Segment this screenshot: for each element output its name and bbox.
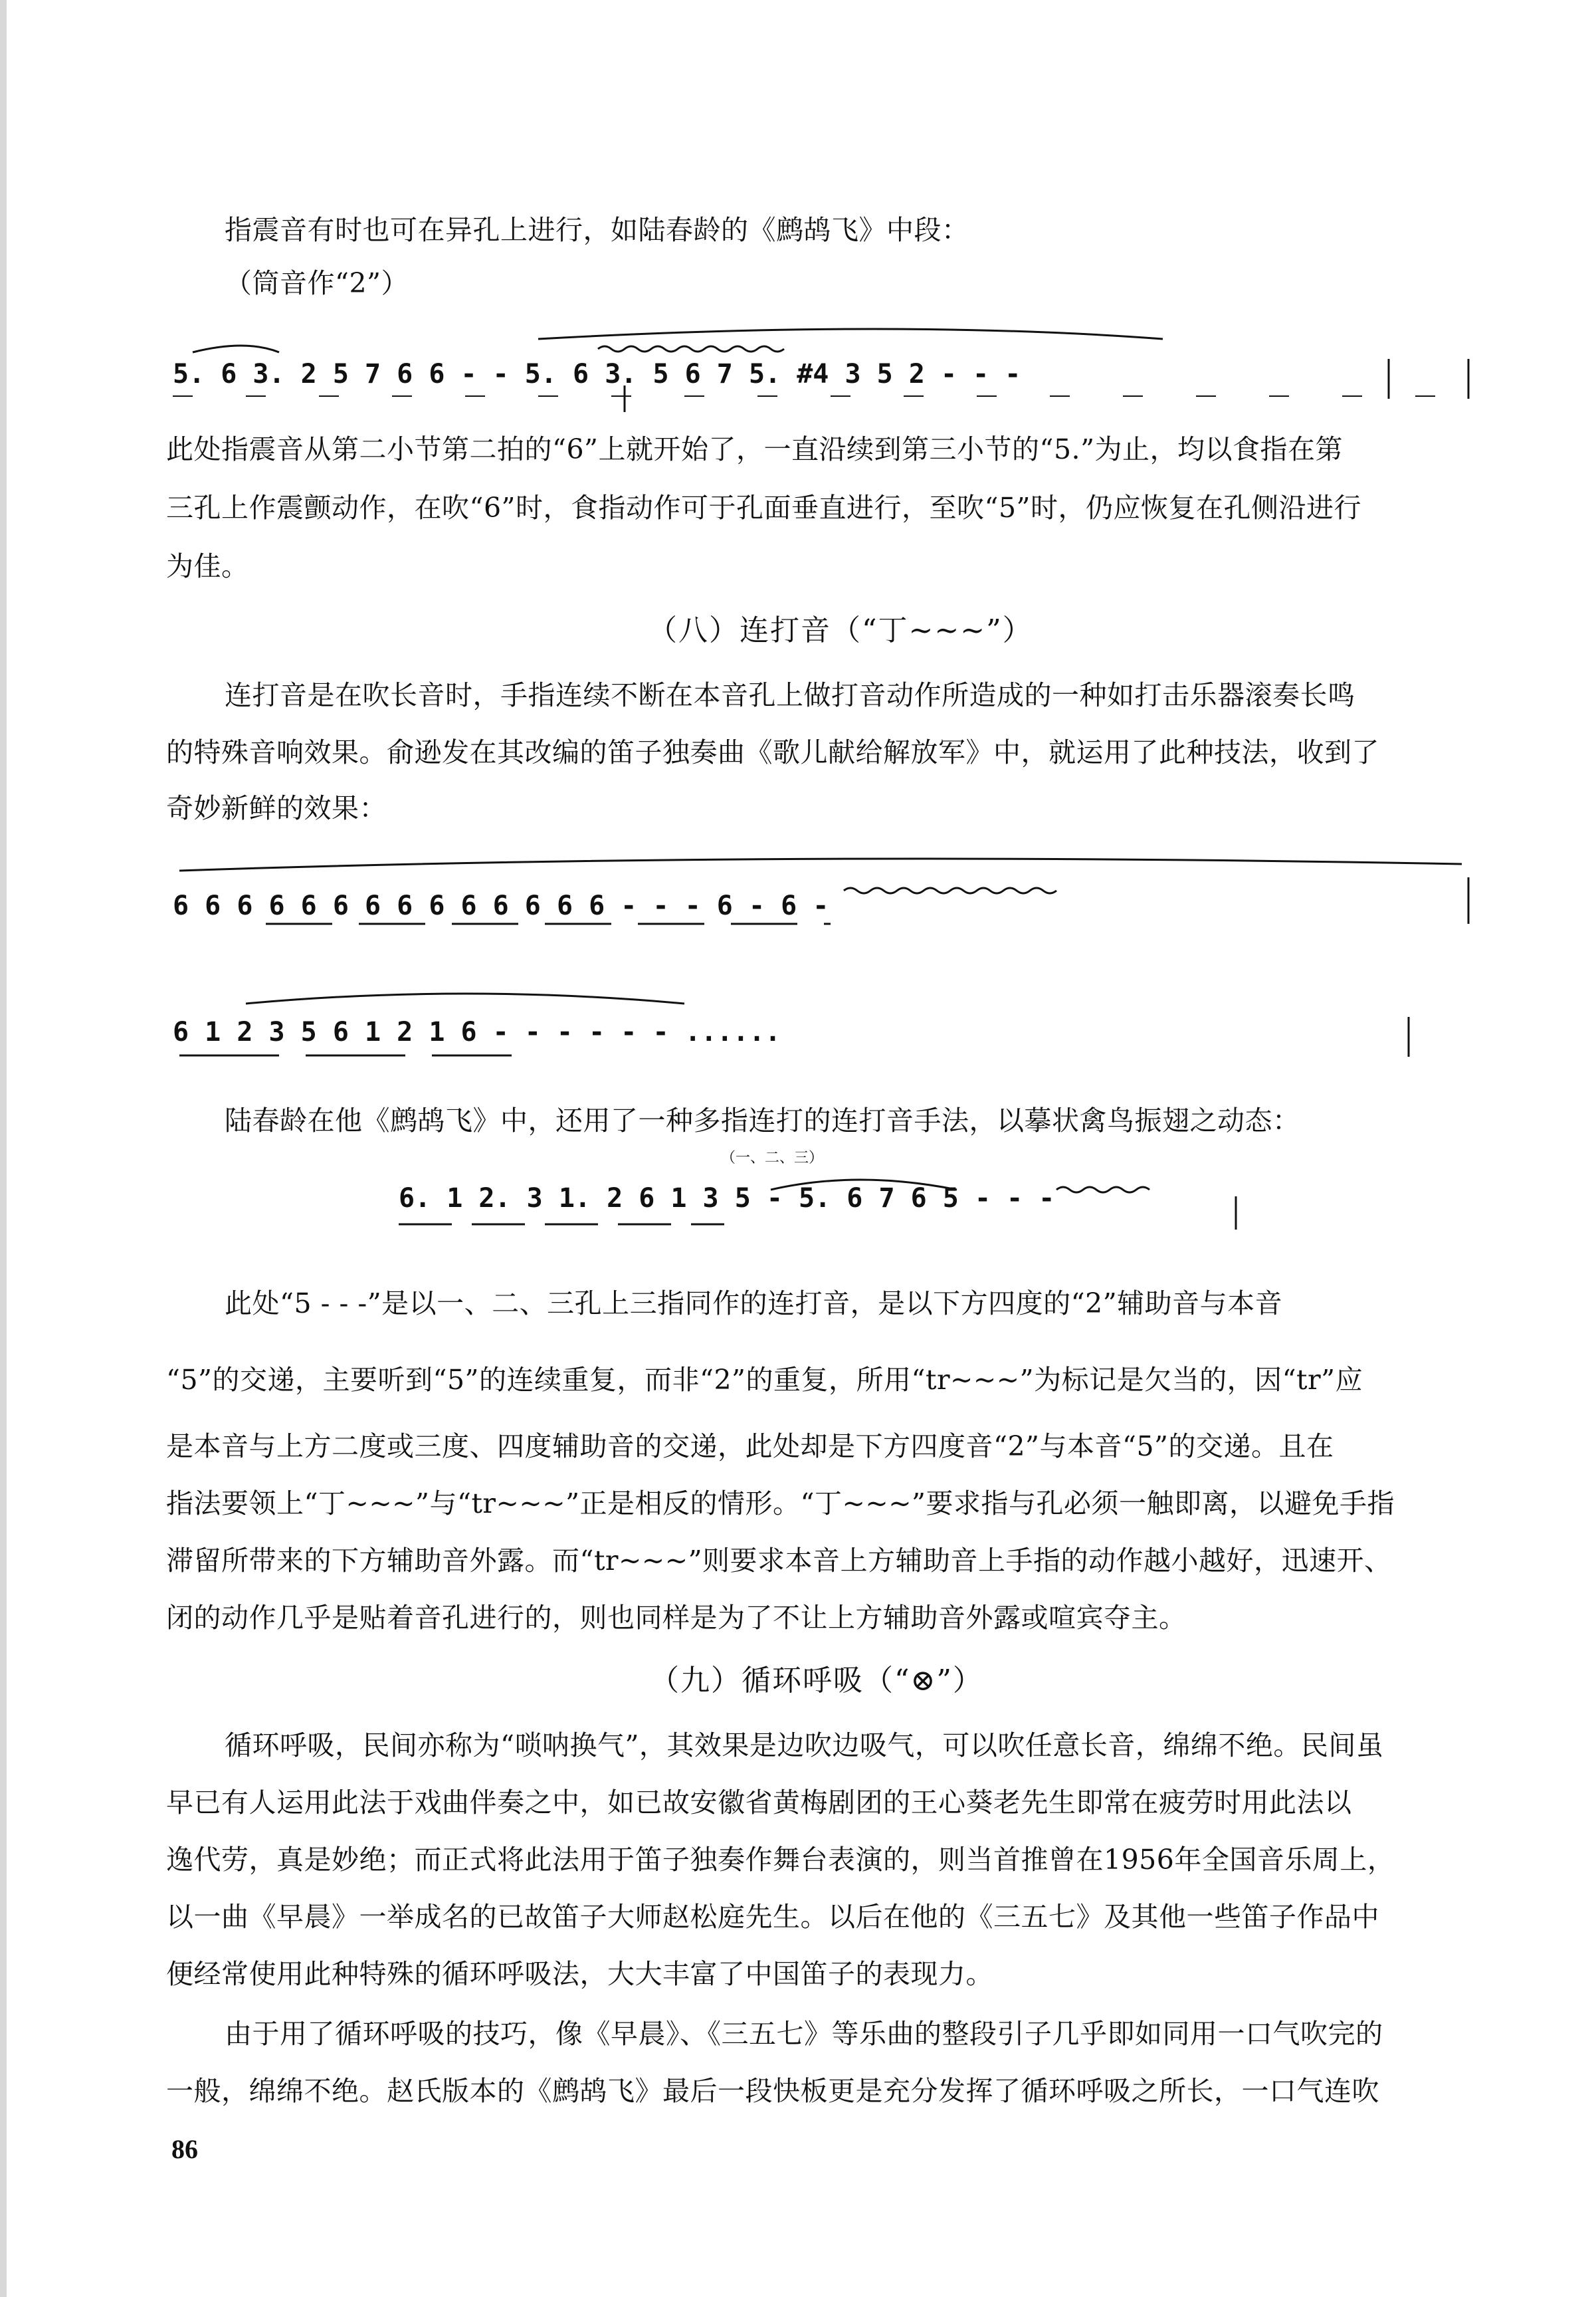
para-after-score1-line3: 为佳。 xyxy=(166,550,249,582)
para-after-score1-line2: 三孔上作震颤动作，在吹“6”时，食指动作可于孔面垂直进行，至吹“5”时，仍应恢复在孔侧沿进行 xyxy=(166,492,1362,524)
xunhuan-para-line3: 逸代劳，真是妙绝；而正式将此法用于笛子独奏作舞台表演的，则当首推曾在1956年全国音乐周上， xyxy=(166,1844,1395,1876)
liandayin-para-line2: 的特殊音响效果。俞逊发在其改编的笛子独奏曲《歌儿献给解放军》中，就运用了此种技法，收到了 xyxy=(166,736,1379,768)
cichu-para-line2: “5”的交递，主要听到“5”的连续重复，而非“2”的重复，所用“tr~~~”为标记是欠当的，因“tr”应 xyxy=(166,1364,1363,1396)
xunhuan-para-line5: 便经常使用此种特殊的循环呼吸法，大大丰富了中国笛子的表现力。 xyxy=(166,1958,993,1990)
xunhuan-para-line1: 循环呼吸，民间亦称为“唢呐换气”，其效果是边吹边吸气，可以吹任意长音，绵绵不绝。民间虽 xyxy=(225,1729,1384,1761)
intro-paragraph: 指震音有时也可在异孔上进行，如陆春龄的《鹧鸪飞》中段： xyxy=(225,214,969,246)
cichu-para-line3: 是本音与上方二度或三度、四度辅助音的交递，此处却是下方四度音“2”与本音“5”的交递。且在 xyxy=(166,1430,1334,1462)
liandayin-para-line1: 连打音是在吹长音时，手指连续不断在本音孔上做打音动作所造成的一种如打击乐器滚奏长鸣 xyxy=(225,679,1355,711)
score-3-fingers: （一、二、三） xyxy=(721,1150,824,1166)
scan-edge xyxy=(0,0,7,2297)
score-3-notes: 6. 1 2. 3 1. 2 6 1 3 5 - 5. 6 7 6 5 - - - xyxy=(399,1183,1055,1214)
section-heading-8: （八）连打音（“丁~~~”） xyxy=(648,613,1033,647)
para-after-score1-line1: 此处指震音从第二小节第二拍的“6”上就开始了，一直沿续到第三小节的“5.”为止，均以食指在第 xyxy=(166,433,1344,465)
liandayin-para-line3: 奇妙新鲜的效果： xyxy=(166,792,387,824)
last-para-line1: 由于用了循环呼吸的技巧，像《早晨》、《三五七》等乐曲的整段引子几乎即如同用一口气吹完的 xyxy=(225,2018,1383,2050)
cichu-para-line6: 闭的动作几乎是贴着音孔进行的，则也同样是为了不让上方辅助音外露或喧宾夺主。 xyxy=(166,1602,1187,1634)
tongyin-note: （筒音作“2”） xyxy=(225,267,409,299)
cichu-para-line5: 滞留所带来的下方辅助音外露。而“tr~~~”则要求本音上方辅助音上手指的动作越小越好，迅速开、 xyxy=(166,1545,1392,1577)
cichu-para-line1: 此处“5 - - -”是以一、二、三孔上三指同作的连打音，是以下方四度的“2”辅助音与本音 xyxy=(225,1287,1283,1319)
page-number: 86 xyxy=(171,2134,198,2164)
last-para-line2: 一般，绵绵不绝。赵氏版本的《鹧鸪飞》最后一段快板更是充分发挥了循环呼吸之所长，一口气连吹 xyxy=(166,2075,1379,2107)
xunhuan-para-line2: 早已有人运用此法于戏曲伴奏之中，如已故安徽省黄梅剧团的王心葵老先生即常在疲劳时用此法以 xyxy=(166,1787,1352,1818)
score-1-notes: 5. 6 3. 2 5 7 6 6 - - 5. 6 3. 5 6 7 5. #4 3 5 2 - - - xyxy=(173,359,1021,389)
xunhuan-para-line4: 以一曲《早晨》一举成名的已故笛子大师赵松庭先生。以后在他的《三五七》及其他一些笛子作品中 xyxy=(166,1901,1379,1933)
score-2-line-1: 6 6 6 6 6 6 6 6 6 6 6 6 6 6 - - - 6 - 6 - xyxy=(173,891,829,921)
cichu-para-line4: 指法要领上“丁~~~”与“tr~~~”正是相反的情形。“丁~~~”要求指与孔必须一触即离，以避免手指 xyxy=(166,1487,1395,1519)
score-2-line-2: 6 1 2 3 5 6 1 2 1 6 - - - - - - ...... xyxy=(173,1017,781,1047)
section-heading-9: （九）循环呼吸（“⊗”） xyxy=(650,1664,983,1697)
luchunling-paragraph: 陆春龄在他《鹧鸪飞》中，还用了一种多指连打的连打音手法，以摹状禽鸟振翅之动态： xyxy=(225,1105,1300,1137)
